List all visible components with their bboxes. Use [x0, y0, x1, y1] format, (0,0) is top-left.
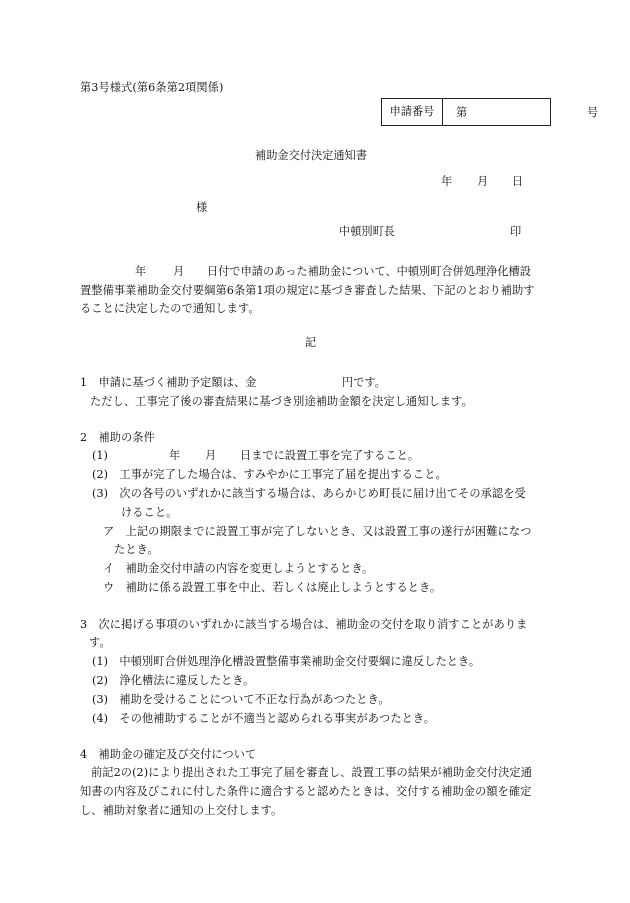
intro-line1-rest: 日付で申請のあった補助金について、中頓別町合併処理浄化槽設	[207, 265, 531, 278]
s2-item3-line1: (3) 次の各号のいずれかに該当する場合は、あらかじめ町長に届け出てその承認を受	[92, 487, 526, 500]
s4-heading: 4 補助金の確定及び交付について	[80, 748, 257, 761]
ki-heading: 記	[305, 336, 317, 349]
s2-item1-rest: 日までに設置工事を完了すること。	[240, 449, 420, 462]
application-number-box	[381, 98, 599, 126]
s3-line2: す。	[89, 636, 111, 649]
application-number-dai: 第	[456, 106, 468, 119]
s4-line1: 前記2の(2)により提出された工事完了届を審査し、設置工事の結果が補助金交付決定通	[91, 766, 533, 779]
date-day: 日	[512, 175, 524, 188]
form-number: 第3号様式(第6条第2項関係)	[80, 81, 224, 94]
s4-line2: 知書の内容及びこれに付した条件に適合すると認めたときは、交付する補助金の額を確定	[80, 785, 532, 798]
date-year: 年	[441, 175, 453, 188]
issuer-seal: 印	[510, 225, 522, 238]
s2-sub-a-line1: ア 上記の期限までに設置工事が完了しないとき、又は設置工事の遂行が困難になつ	[103, 525, 532, 538]
application-number-go: 号	[587, 106, 599, 119]
s2-item3-line2: けること。	[121, 506, 178, 519]
s2-sub-a-line2: たとき。	[114, 543, 159, 556]
s3-item3: (3) 補助を受けることについて不正な行為があつたとき。	[92, 693, 390, 706]
s2-item2: (2) 工事が完了した場合は、すみやかに工事完了届を提出すること。	[92, 468, 447, 481]
document-title: 補助金交付決定通知書	[255, 149, 367, 162]
s3-item1: (1) 中頓別町合併処理浄化槽設置整備事業補助金交付要綱に違反したとき。	[92, 655, 481, 668]
s1-line1-pre: 1 申請に基づく補助予定額は、金	[80, 376, 257, 389]
issuer-name: 中頓別町長	[339, 225, 395, 238]
intro-line2: 置整備事業補助金交付要綱第6条第1項の規定に基づき審査した結果、下記のとおり補助す	[80, 284, 535, 297]
s2-heading: 2 補助の条件	[80, 431, 155, 444]
s1-line1-post: 円です。	[342, 376, 386, 389]
intro-year: 年	[135, 265, 147, 278]
s4-line3: し、補助対象者に通知の上交付します。	[80, 804, 283, 817]
application-number-label: 申請番号	[382, 99, 443, 125]
s3-item2: (2) 浄化槽法に違反したとき。	[92, 674, 255, 687]
s2-item1-year: 年	[169, 449, 181, 462]
intro-line3: ることに決定したので通知します。	[80, 302, 260, 315]
s2-item1-month: 月	[205, 449, 217, 462]
s1-line2: ただし、工事完了後の審査結果に基づき別途補助金額を決定し通知します。	[90, 395, 473, 408]
s2-item1-num: (1)	[92, 449, 108, 462]
date-month: 月	[477, 175, 489, 188]
s3-line1: 3 次に掲げる事項のいずれかに該当する場合は、補助金の交付を取り消すことがありま	[80, 618, 528, 631]
application-number-field	[443, 99, 599, 125]
s3-item4: (4) その他補助することが不適当と認められる事実があつたとき。	[92, 712, 436, 725]
s2-sub-u: ウ 補助に係る設置工事を中止、若しくは廃止しようとするとき。	[103, 581, 442, 594]
s2-sub-i: イ 補助金交付申請の内容を変更しようとするとき。	[103, 562, 374, 575]
intro-month: 月	[173, 265, 185, 278]
addressee-suffix: 様	[196, 201, 208, 214]
